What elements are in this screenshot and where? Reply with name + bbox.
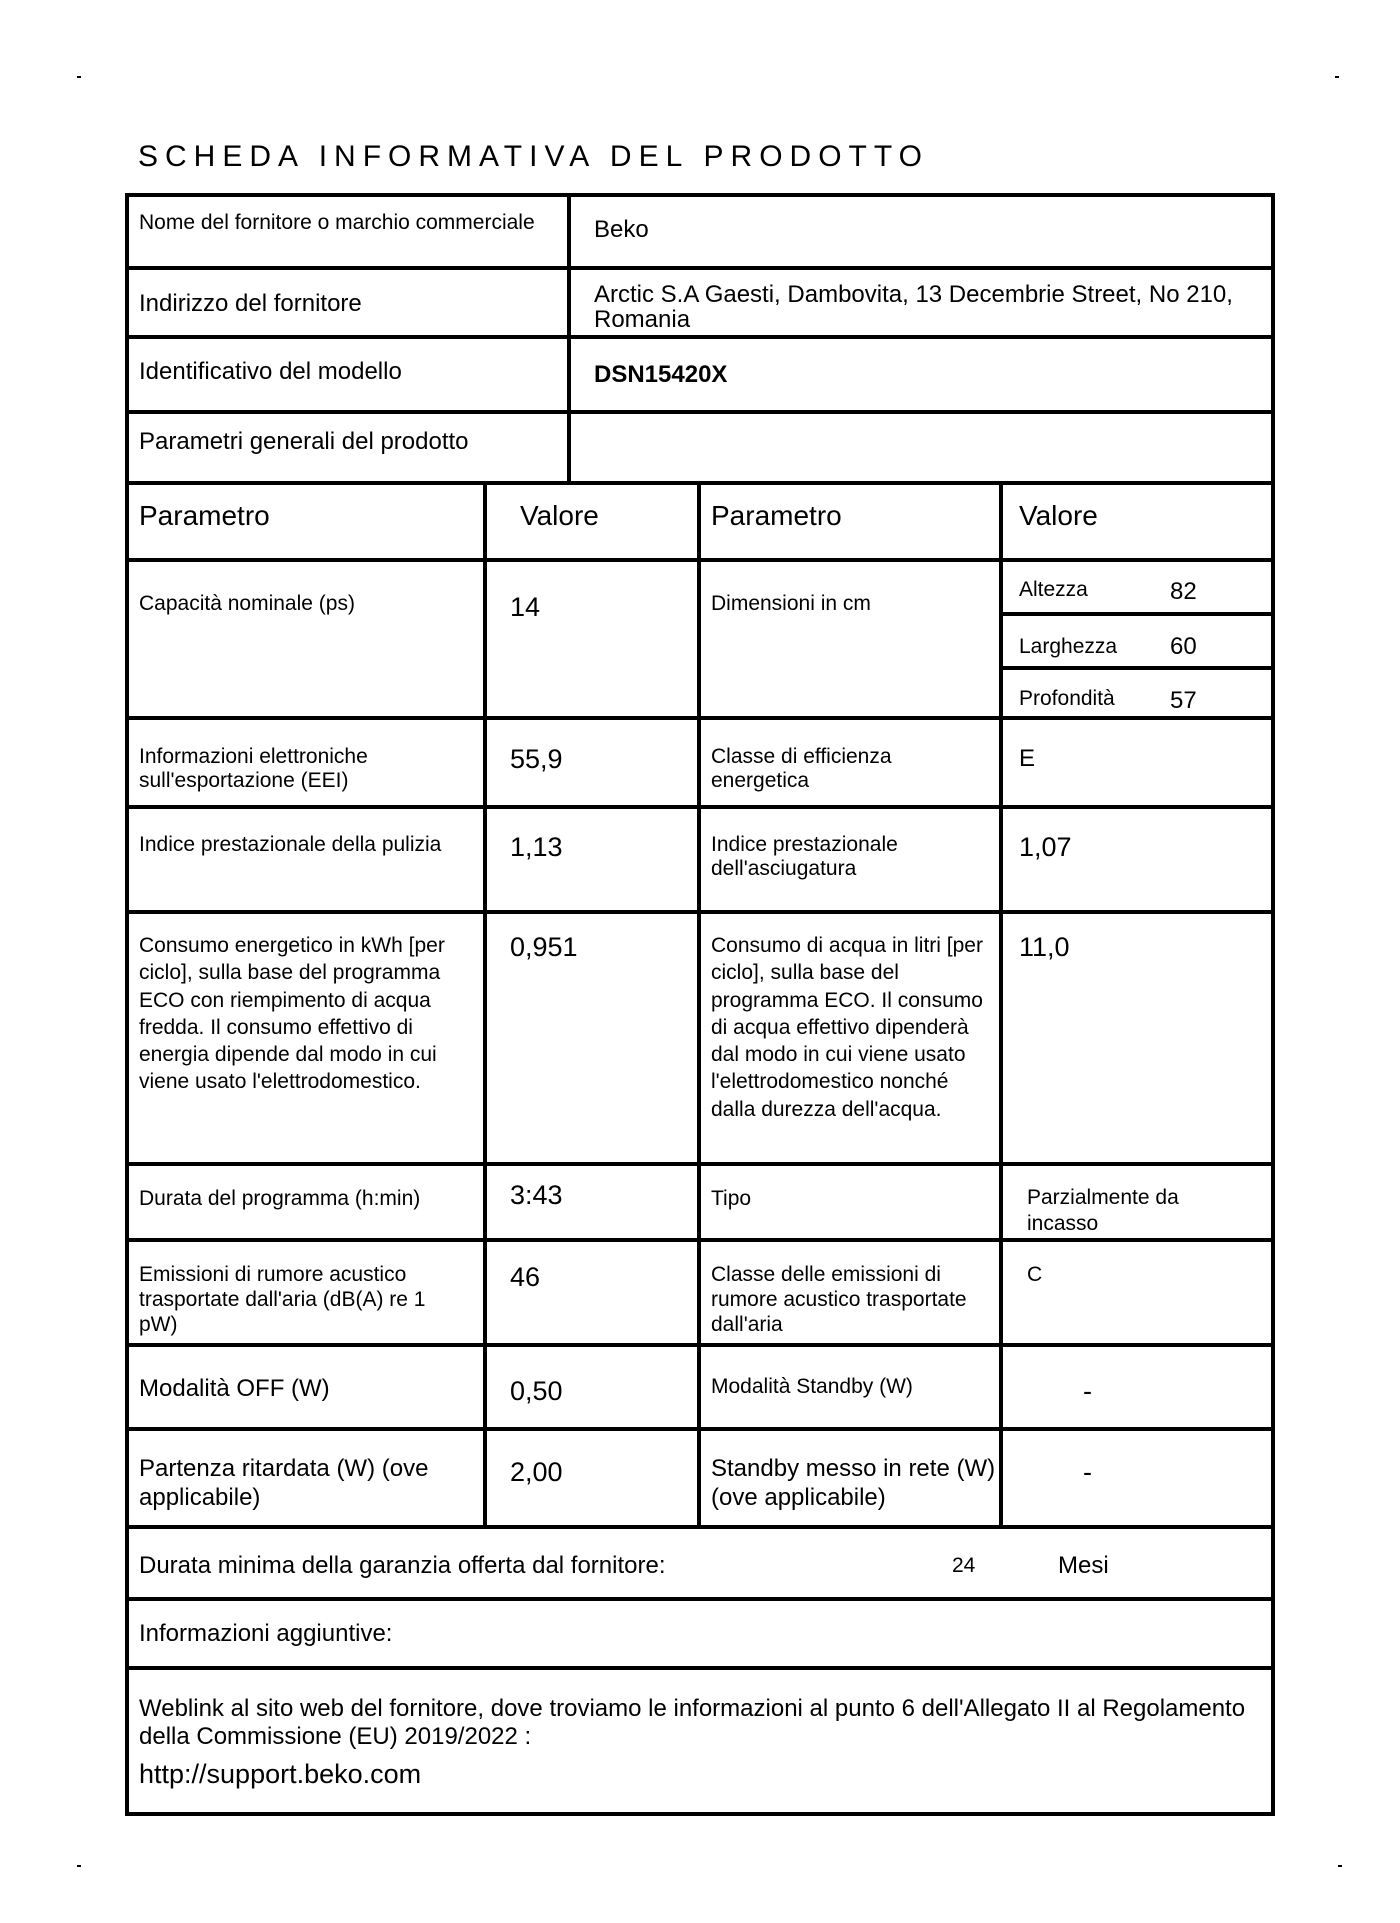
off-mode-value: 0,50 (510, 1376, 563, 1406)
header-parameter-1: Parametro (139, 500, 270, 531)
energy-consumption-label: Consumo energetico in kWh [per ciclo], sulla base del programma ECO con riempimento di acqua fredda. Il consumo effettivo di energia dipende dal modo in cui viene usato l'elettrodomestico. (139, 934, 445, 1094)
warranty-label: Durata minima della garanzia offerta dal fornitore: (139, 1552, 666, 1579)
document-title: SCHEDA INFORMATIVA DEL PRODOTTO (138, 140, 929, 173)
additional-info-label: Informazioni aggiuntive: (139, 1620, 393, 1647)
energy-consumption-value: 0,951 (510, 932, 578, 962)
supplier-address-label: Indirizzo del fornitore (139, 290, 362, 317)
capacity-label: Capacità nominale (ps) (139, 592, 355, 615)
height-label: Altezza (1019, 578, 1088, 601)
drying-index-label: Indice prestazionale dell'asciugatura (711, 833, 898, 880)
off-mode-label: Modalità OFF (W) (139, 1375, 330, 1402)
crop-mark-top-left (77, 76, 81, 78)
crop-mark-top-right (1335, 76, 1339, 78)
eei-value: 55,9 (510, 744, 563, 774)
energy-class-value: E (1019, 745, 1036, 772)
crop-mark-bottom-right (1338, 1865, 1342, 1867)
supplier-name-label: Nome del fornitore o marchio commerciale (139, 211, 535, 234)
drying-index-value: 1,07 (1019, 832, 1072, 862)
supplier-address-value: Arctic S.A Gaesti, Dambovita, 13 Decembrie Street, No 210, Romania (594, 281, 1233, 334)
noise-class-label: Classe delle emissioni di rumore acustico trasportate dall'aria (711, 1263, 967, 1337)
model-value: DSN15420X (594, 361, 728, 388)
height-value: 82 (1170, 578, 1197, 605)
header-value-2: Valore (1019, 500, 1098, 531)
noise-class-value: C (1027, 1263, 1043, 1286)
dimensions-label: Dimensioni in cm (711, 592, 871, 615)
width-label: Larghezza (1019, 635, 1118, 658)
weblink-text: Weblink al sito web del fornitore, dove troviamo le informazioni al punto 6 dell'Allegato II al Regolamento della Commissione (EU) 2019/2022 : (139, 1695, 1246, 1751)
type-label: Tipo (711, 1187, 752, 1210)
delay-start-label: Partenza ritardata (W) (ove applicabile) (139, 1455, 429, 1511)
energy-class-label: Classe di efficienza energetica (711, 745, 892, 792)
standby-label: Modalità Standby (W) (711, 1375, 913, 1398)
water-consumption-value: 11,0 (1019, 932, 1070, 962)
water-consumption-label: Consumo di acqua in litri [per ciclo], sulla base del programma ECO. Il consumo di acqua effettivo dipenderà dal modo in cui viene usato l'elettrodomestico nonché dalla durezza dell'acqua. (711, 934, 983, 1121)
network-standby-value: - (1083, 1457, 1092, 1487)
header-value-1: Valore (520, 500, 599, 531)
supplier-name-value: Beko (594, 216, 649, 243)
cleaning-index-label: Indice prestazionale della pulizia (139, 833, 442, 856)
program-duration-label: Durata del programma (h:min) (139, 1187, 421, 1210)
general-params-label: Parametri generali del prodotto (139, 428, 469, 455)
capacity-value: 14 (510, 592, 541, 622)
warranty-value: 24 (952, 1554, 976, 1577)
header-parameter-2: Parametro (711, 500, 842, 531)
standby-value: - (1083, 1376, 1092, 1406)
warranty-unit: Mesi (1058, 1552, 1109, 1579)
eei-label: Informazioni elettroniche sull'esportazione (EEI) (139, 745, 368, 792)
network-standby-label: Standby messo in rete (W) (ove applicabile) (711, 1455, 996, 1511)
depth-label: Profondità (1019, 687, 1115, 710)
crop-mark-bottom-left (77, 1865, 81, 1867)
program-duration-value: 3:43 (510, 1180, 563, 1210)
model-label: Identificativo del modello (139, 358, 402, 385)
weblink-url[interactable]: http://support.beko.com (139, 1759, 422, 1789)
delay-start-value: 2,00 (510, 1457, 563, 1487)
cleaning-index-value: 1,13 (510, 832, 563, 862)
depth-value: 57 (1170, 687, 1197, 714)
noise-emission-value: 46 (510, 1262, 541, 1292)
type-value: Parzialmente da incasso (1027, 1186, 1179, 1236)
noise-emission-label: Emissioni di rumore acustico trasportate dall'aria (dB(A) re 1 pW) (139, 1263, 426, 1337)
width-value: 60 (1170, 633, 1197, 660)
